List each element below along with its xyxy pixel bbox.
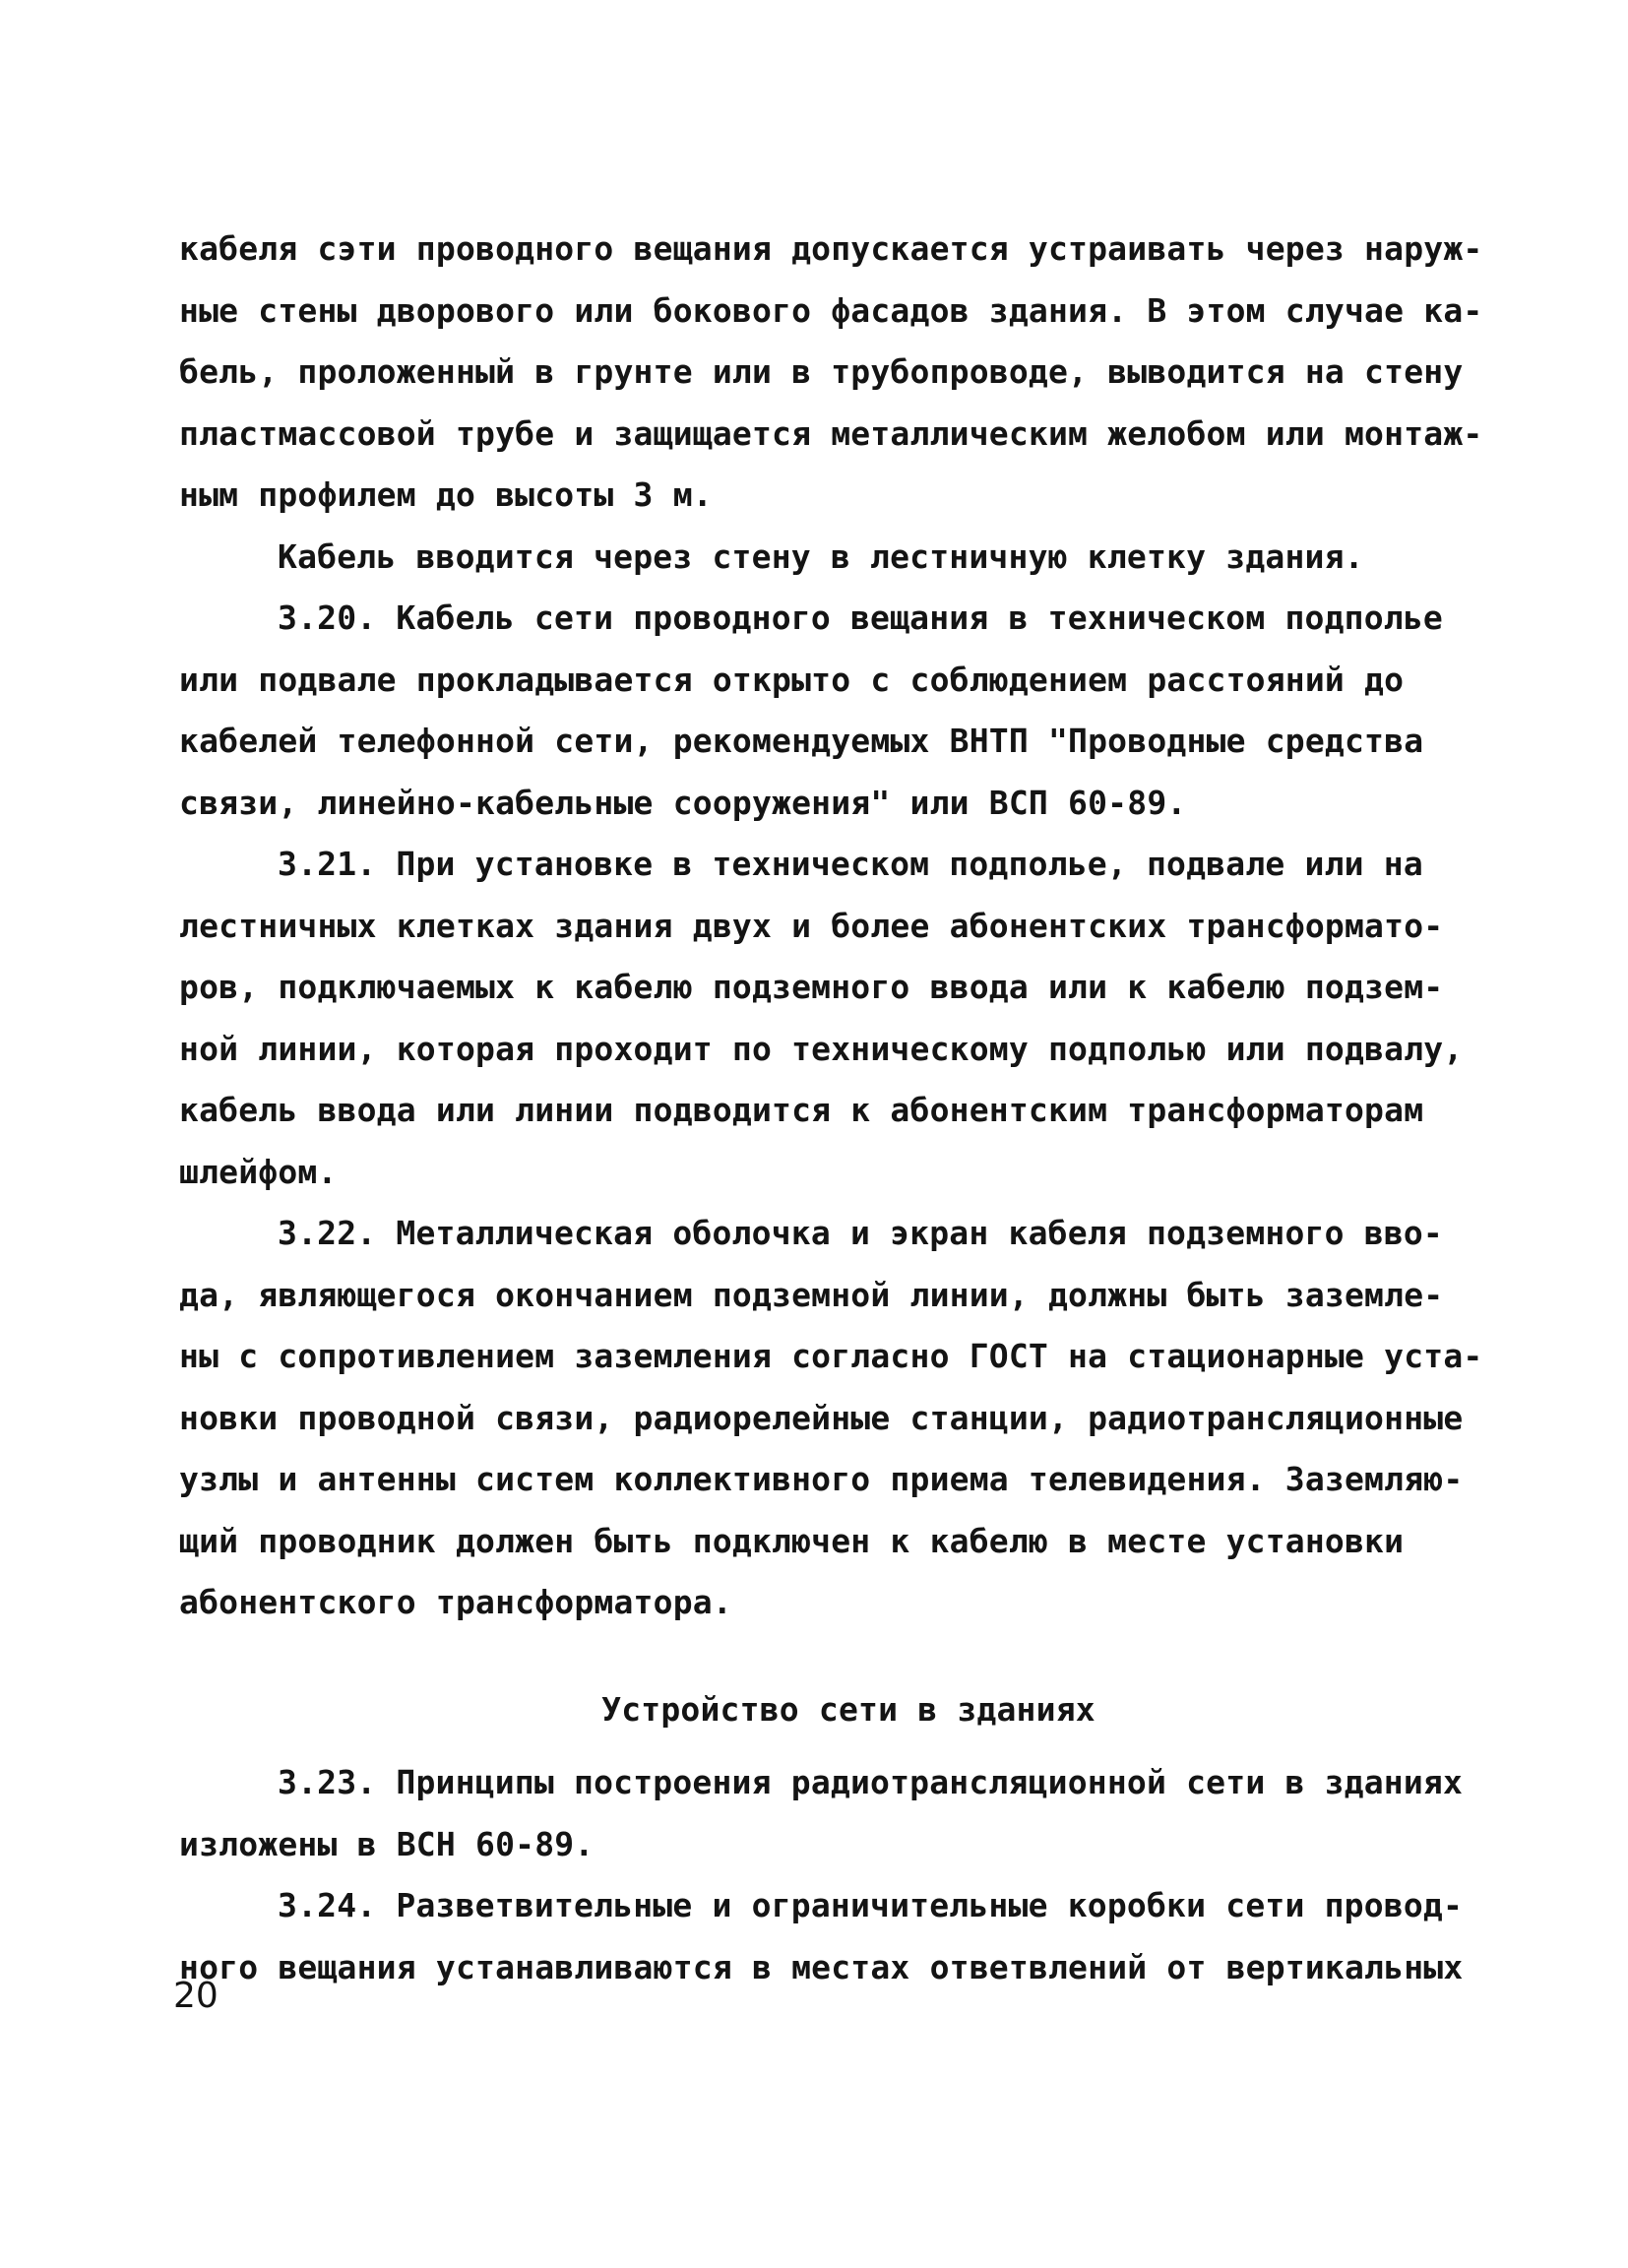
paragraph-3-20 <box>179 588 1443 834</box>
text-line: ного вещания устанавливаются в местах ответвлений от вертикальных <box>179 1947 1464 1986</box>
text-line: шлейфом. <box>179 1152 338 1191</box>
text-line: абонентского трансформатора. <box>179 1583 732 1621</box>
section-spacer <box>179 1740 1439 1752</box>
text-line: изложены в ВСН 60-89. <box>179 1824 595 1863</box>
text-line: да, являющегося окончанием подземной линии, должны быть заземле- <box>179 1275 1444 1314</box>
section-heading: Устройство сети в зданиях <box>601 1689 1096 1729</box>
page-number: 20 <box>173 1976 219 2016</box>
text-line: ной линии, которая проходит по техническому подполью или подвалу, <box>179 1029 1464 1068</box>
text-line: кабель ввода или линии подводится к абонентским трансформаторам <box>179 1091 1424 1129</box>
text-line: или подвале прокладывается открыто с соблюдением расстояний до <box>179 660 1405 699</box>
text-line: бель, проложенный в грунте или в трубопроводе, выводится на стену <box>179 352 1464 391</box>
text-line: 3.20. Кабель сети проводного вещания в техническом подполье <box>278 598 1443 637</box>
text-line: 3.21. При установке в техническом подполье, подвале или на <box>278 845 1423 883</box>
text-line: новки проводной связи, радиорелейные станции, радиотрансляционные <box>179 1398 1464 1437</box>
text-line: Кабель вводится через стену в лестничную клетку здания. <box>278 536 1364 576</box>
text-line: ров, подключаемых к кабелю подземного ввода или к кабелю подзем- <box>179 968 1444 1006</box>
text-line: узлы и антенны систем коллективного приема телевидения. Заземляю- <box>179 1460 1464 1498</box>
text-line: 3.22. Металлическая оболочка и экран кабеля подземного вво- <box>278 1214 1443 1252</box>
text-line: связи, линейно-кабельные сооружения" или ВСП 60-89. <box>179 783 1187 822</box>
document-body <box>179 219 1483 1998</box>
paragraph-3-22 <box>179 1203 1483 1634</box>
text-line: ные стены дворового или бокового фасадов здания. В этом случае ка- <box>179 290 1483 330</box>
paragraph-3-21 <box>179 834 1464 1203</box>
text-line: ны с сопротивлением заземления согласно ГОСТ на стационарные уста- <box>179 1337 1483 1375</box>
text-line: щий проводник должен быть подключен к кабелю в месте установки <box>179 1521 1405 1560</box>
text-line: кабеля сэти проводного вещания допускается устраивать через наруж- <box>179 229 1483 268</box>
paragraph-continuation <box>179 219 1483 527</box>
text-line: 3.23. Принципы построения радиотрансляционной сети в зданиях <box>278 1763 1464 1801</box>
text-line: 3.24. Разветвительные и ограничительные коробки сети провод- <box>278 1886 1464 1924</box>
text-line: лестничных клетках здания двух и более абонентских трансформато- <box>179 906 1444 945</box>
section-spacer <box>179 1634 1439 1679</box>
text-line: пластмассовой трубе и защищается металлическим желобом или монтаж- <box>179 413 1483 453</box>
paragraph-cable-entry <box>179 527 1439 589</box>
paragraph-3-24 <box>179 1875 1464 1998</box>
text-line: кабелей телефонной сети, рекомендуемых ВНТП "Проводные средства <box>179 722 1424 760</box>
paragraph-3-23 <box>179 1752 1464 1875</box>
text-line: ным профилем до высоты 3 м. <box>179 475 713 514</box>
